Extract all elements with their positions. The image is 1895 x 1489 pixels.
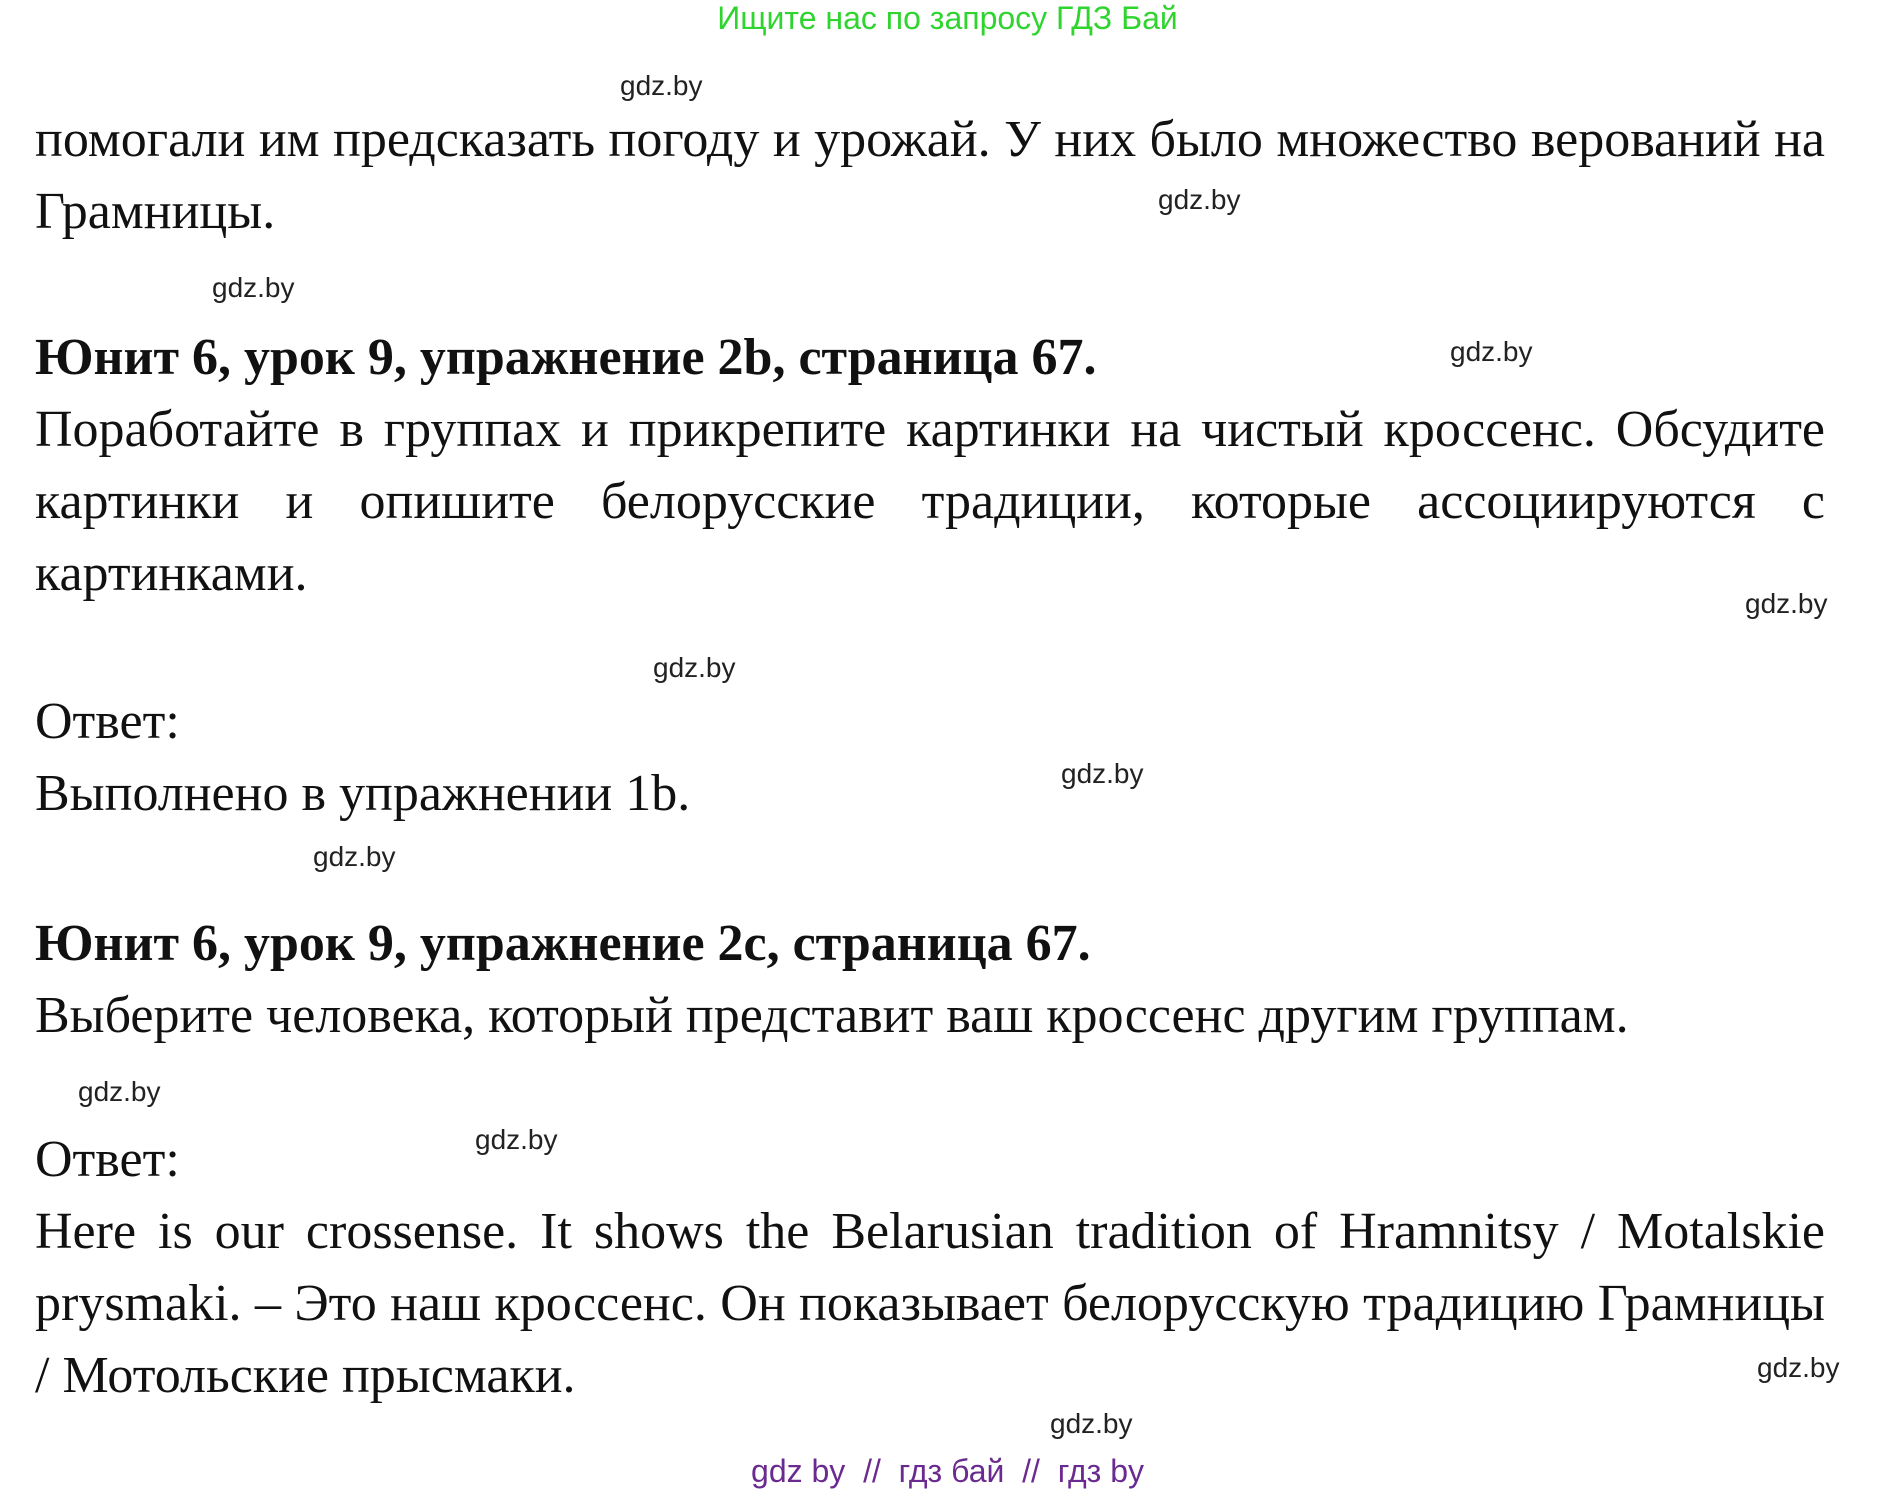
section-heading: Юнит 6, урок 9, упражнение 2b, страница 67. [35, 329, 1097, 386]
top-banner: Ищите нас по запросу ГДЗ Бай [717, 0, 1178, 36]
task-text: Поработайте в группах и прикрепите картинки на чистый кроссенс. Обсудите картинки и опишите белорусские традиции, которые ассоциируются с картинками. [35, 401, 1825, 602]
watermark: gdz.by [1450, 336, 1533, 367]
watermark: gdz.by [313, 841, 396, 872]
section-heading: Юнит 6, урок 9, упражнение 2c, страница 67. [35, 915, 1091, 972]
footer-links: gdz by // гдз бай // гдз by [751, 1453, 1144, 1489]
watermark: gdz.by [1757, 1352, 1840, 1383]
answer-text: Here is our crossense. It shows the Belarusian tradition of Hramnitsy / Motalskie prysmaki. – Это наш кроссенс. Он показывает белорусскую традицию Грамницы / Мотольские прысмаки. [35, 1203, 1825, 1404]
answer-label: Ответ: [35, 693, 180, 750]
watermark: gdz.by [1061, 758, 1144, 789]
watermark: gdz.by [620, 70, 703, 101]
watermark: gdz.by [1745, 588, 1828, 619]
task-text: Выберите человека, который представит ваш кроссенс другим группам. [35, 987, 1629, 1044]
watermark: gdz.by [475, 1124, 558, 1155]
watermark: gdz.by [212, 272, 295, 303]
answer-text: Выполнено в упражнении 1b. [35, 765, 691, 822]
watermark: gdz.by [1158, 184, 1241, 215]
watermark: gdz.by [78, 1076, 161, 1107]
watermark: gdz.by [653, 652, 736, 683]
intro-paragraph: помогали им предсказать погоду и урожай. У них было множество верований на Грамницы. [35, 111, 1825, 240]
watermark: gdz.by [1050, 1408, 1133, 1439]
answer-label: Ответ: [35, 1131, 180, 1188]
